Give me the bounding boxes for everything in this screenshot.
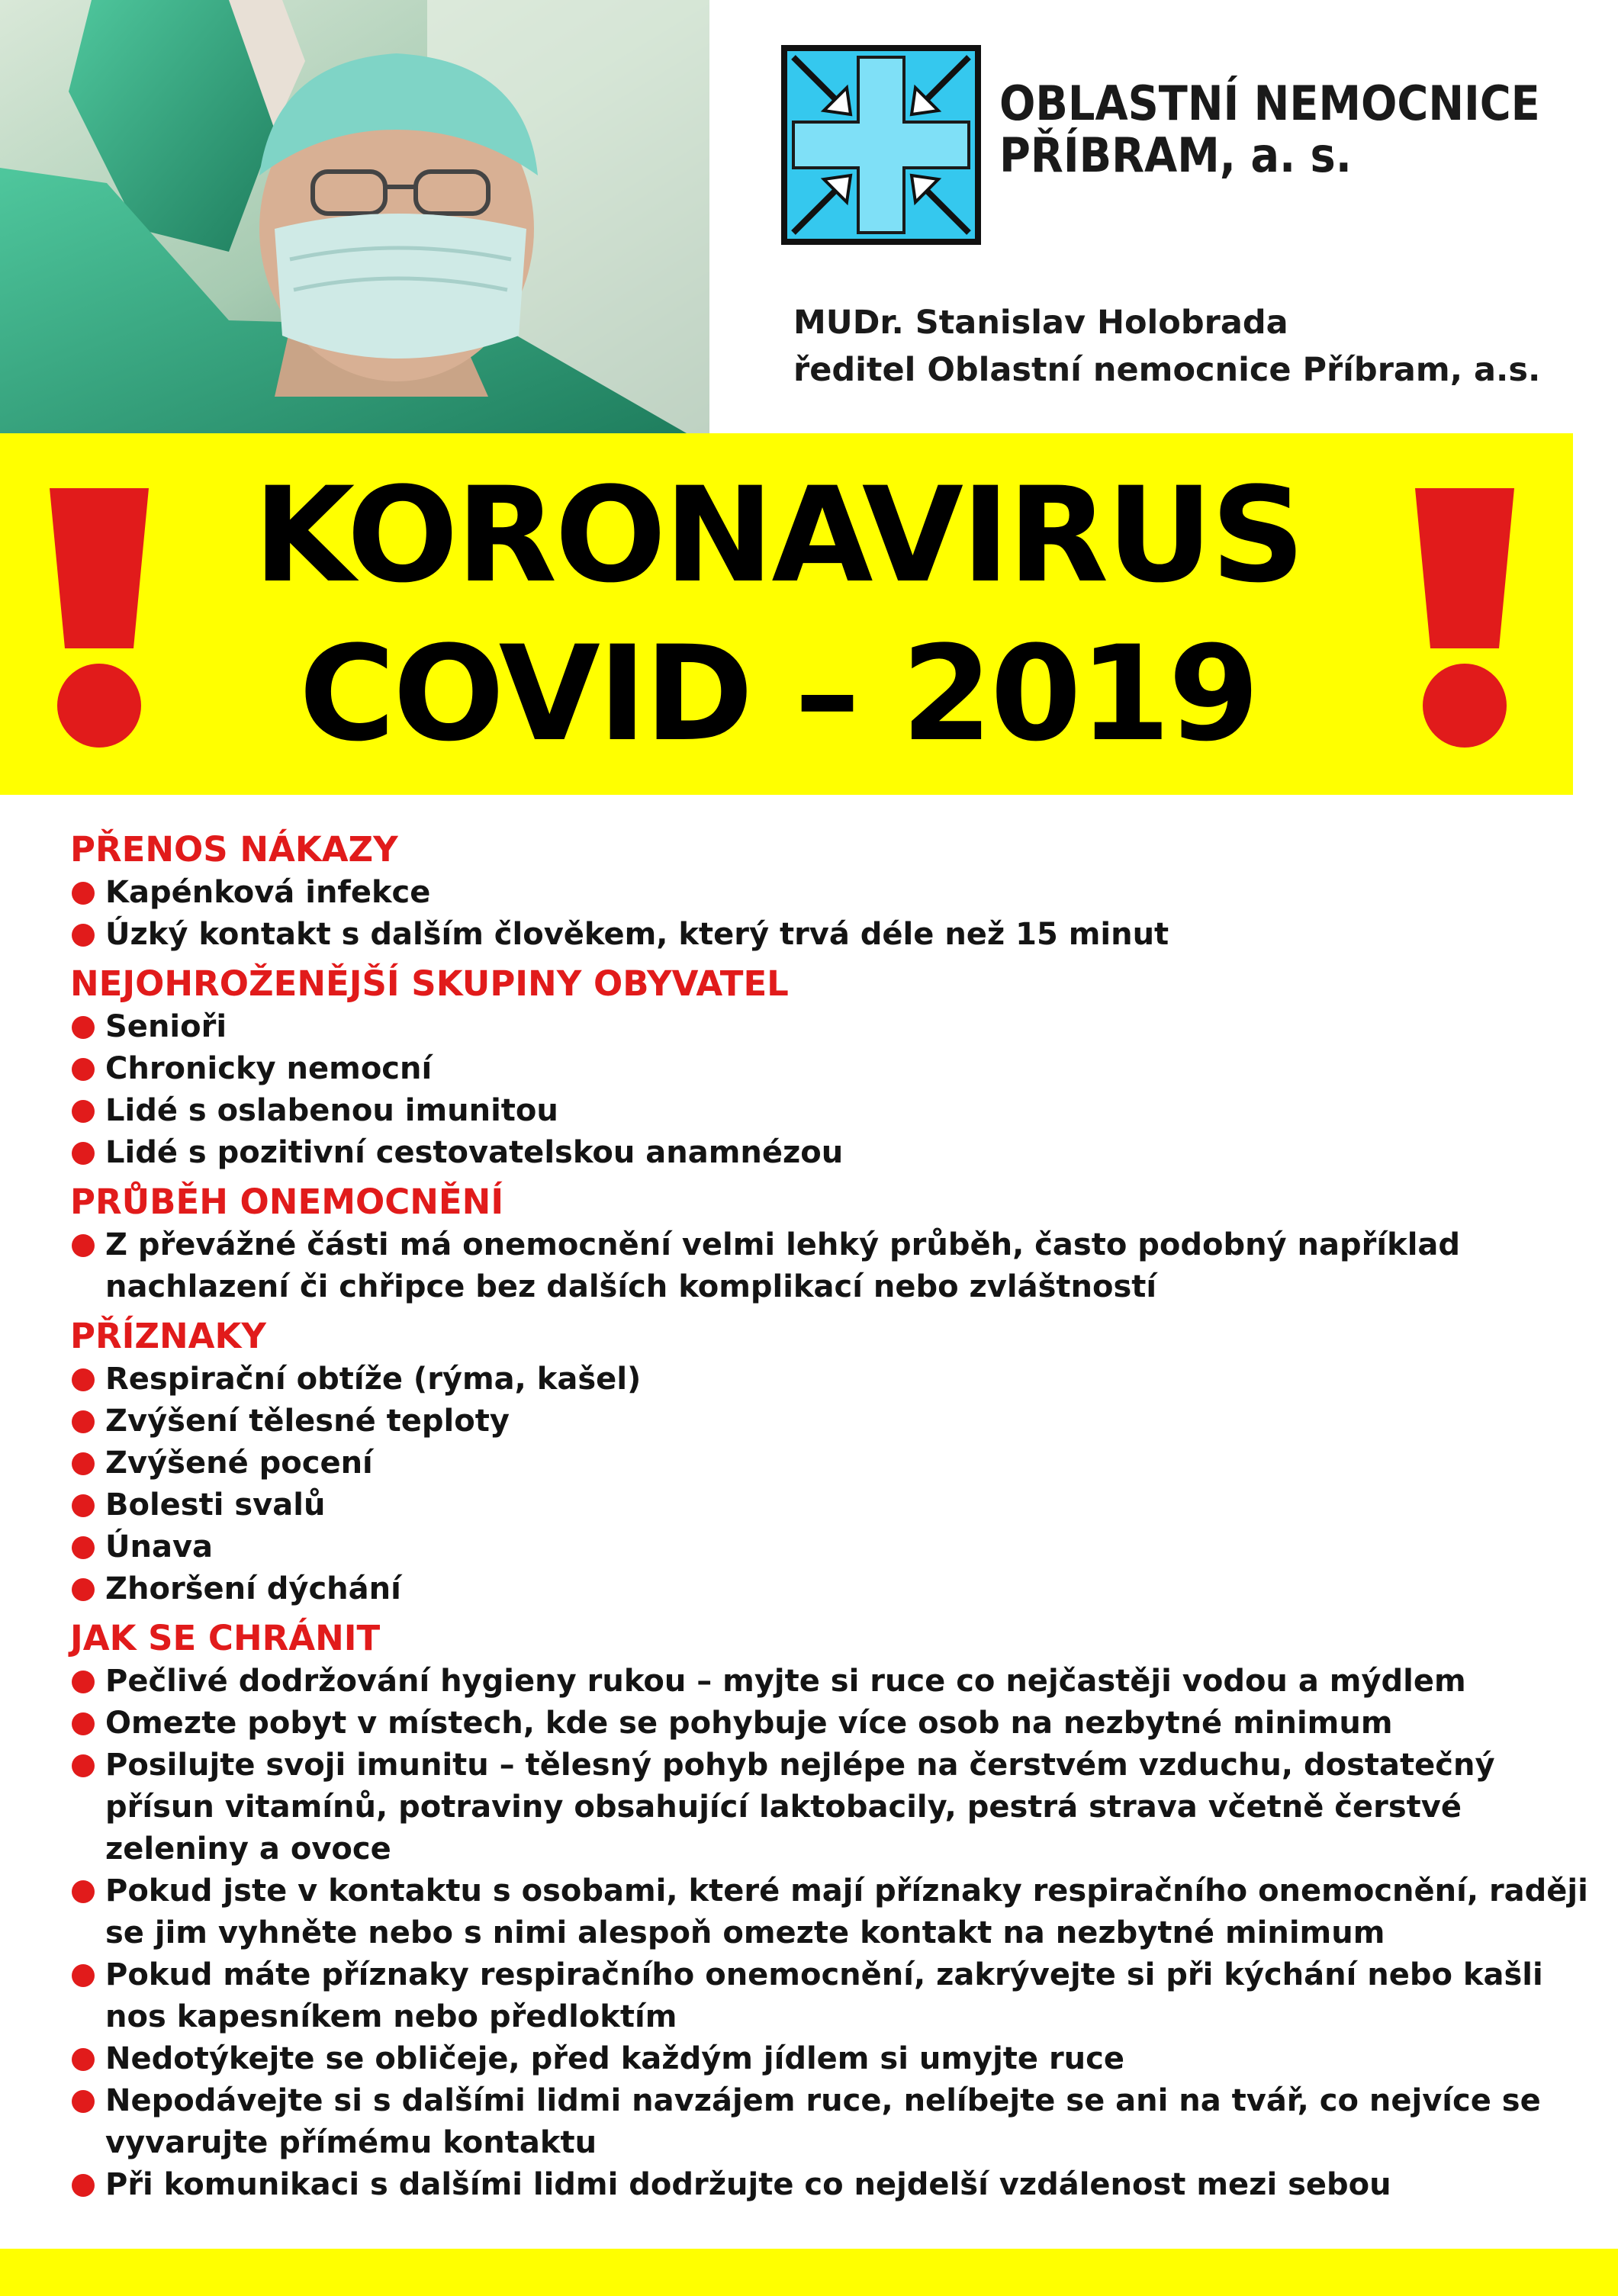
list-item-text: Lidé s oslabenou imunitou [105,1093,558,1128]
bullet-dot-icon [72,1578,95,1601]
list-item [70,2080,1588,2164]
list-item [70,1006,1588,1048]
bullet-dot-icon [72,1964,95,1987]
list-item [70,1048,1588,1090]
bullet-dot-icon [72,1016,95,1039]
hospital-name-line2: PŘÍBRAM, a. s. [999,127,1352,183]
list-item-text: Nepodávejte si s dalšími lidmi navzájem ruce, nelíbejte se ani na tvář, co nejvíce se vyvarujte přímému kontaktu [105,2083,1541,2160]
section-title: PRŮBĚH ONEMOCNĚNÍ [70,1182,504,1222]
surgeon-photo-illustration [0,0,709,433]
list-item [70,872,1588,914]
list-item-text: Bolesti svalů [105,1487,326,1523]
list-item-text: Zvýšené pocení [105,1445,373,1481]
bullet-dot-icon [72,2174,95,2197]
list-item [70,1442,1588,1484]
exclamation-icon [46,488,153,748]
hospital-name [999,78,1594,182]
bottom-yellow-bar [0,2249,1618,2296]
bullet-list [70,1006,1588,1174]
list-item-text: Pokud máte příznaky respiračního onemocnění, zakrývejte si při kýchání nebo kašli nos kapesníkem nebo předloktím [105,1957,1543,2034]
list-item-text: Senioři [105,1009,227,1044]
bullet-dot-icon [72,1452,95,1475]
list-item [70,1359,1588,1400]
list-item [70,1745,1588,1870]
bullet-list [70,1359,1588,1610]
list-item-text: Posilujte svoji imunitu – tělesný pohyb nejlépe na čerstvém vzduchu, dostatečný přísun vitamínů, potraviny obsahující laktobacily, pestrá strava včetně čerstvé zeleniny a ovoce [105,1748,1495,1867]
bullet-dot-icon [72,1671,95,1693]
bullet-dot-icon [72,1536,95,1559]
bullet-dot-icon [72,1712,95,1735]
bullet-dot-icon [72,2048,95,2071]
section-title: NEJOHROŽENĚJŠÍ SKUPINY OBYVATEL [70,963,789,1004]
list-item-text: Respirační obtíže (rýma, kašel) [105,1362,642,1397]
list-item [70,1090,1588,1132]
list-item-text: Z převážné části má onemocnění velmi lehký průběh, často podobný například nachlazení či chřipce bez dalších komplikací nebo zvláštností [105,1227,1461,1304]
director-name: MUDr. Stanislav Holobrada [793,304,1288,342]
list-item-text: Kapénková infekce [105,875,431,910]
section-risk-groups [70,962,1588,1174]
section-title: PŘENOS NÁKAZY [70,829,398,870]
director-title: ředitel Oblastní nemocnice Příbram, a.s. [793,351,1541,389]
list-item [70,1400,1588,1442]
section-title: JAK SE CHRÁNIT [70,1618,381,1658]
list-item-text: Nedotýkejte se obličeje, před každým jídlem si umyjte ruce [105,2041,1124,2076]
list-item-text: Pečlivé dodržování hygieny rukou – myjte si ruce co nejčastěji vodou a mýdlem [105,1664,1466,1699]
list-item-text: Chronicky nemocní [105,1051,433,1086]
section-protection [70,1616,1588,2206]
list-item-text: Při komunikaci s dalšími lidmi dodržujte co nejdelší vzdálenost mezi sebou [105,2167,1391,2202]
director-caption [793,299,1602,394]
list-item [70,1954,1588,2038]
list-item-text: Zvýšení tělesné teploty [105,1404,510,1439]
list-item [70,914,1588,956]
bullet-list [70,1224,1588,1308]
bullet-list [70,872,1588,956]
bullet-dot-icon [72,1234,95,1257]
banner-title-line1: KORONAVIRUS [253,458,1303,612]
director-photo [0,0,709,433]
list-item [70,1870,1588,1954]
bullet-dot-icon [72,1368,95,1391]
list-item-text: Omezte pobyt v místech, kde se pohybuje více osob na nezbytné minimum [105,1706,1393,1741]
list-item-text: Pokud jste v kontaktu s osobami, které mají příznaky respiračního onemocnění, raději se jim vyhněte nebo s nimi alespoň omezte kontakt na nezbytné minimum [105,1873,1588,1950]
bullet-dot-icon [72,1880,95,1903]
info-content [70,828,1588,2212]
bullet-list [70,1661,1588,2206]
bullet-dot-icon [72,1142,95,1165]
hospital-cross-logo-icon [778,42,984,248]
bullet-dot-icon [72,1754,95,1777]
list-item [70,2038,1588,2080]
list-item [70,2164,1588,2206]
list-item-text: Úzký kontakt s dalším člověkem, který trvá déle než 15 minut [105,917,1169,952]
bullet-dot-icon [72,1410,95,1433]
bullet-dot-icon [72,2090,95,2113]
list-item [70,1526,1588,1568]
section-symptoms [70,1314,1588,1610]
bullet-dot-icon [72,882,95,905]
list-item-text: Zhoršení dýchání [105,1571,401,1606]
exclamation-icon [1411,488,1518,748]
hospital-name-line1: OBLASTNÍ NEMOCNICE [999,76,1540,131]
banner-title-line2: COVID – 2019 [298,617,1258,770]
section-transmission [70,828,1588,956]
list-item [70,1224,1588,1308]
list-item [70,1484,1588,1526]
list-item-text: Lidé s pozitivní cestovatelskou anamnézou [105,1135,844,1170]
list-item [70,1661,1588,1703]
section-course [70,1180,1588,1308]
bullet-dot-icon [72,1100,95,1123]
list-item [70,1568,1588,1610]
bullet-dot-icon [72,1494,95,1517]
section-title: PŘÍZNAKY [70,1316,266,1356]
bullet-dot-icon [72,1058,95,1081]
list-item-text: Únava [105,1529,214,1564]
list-item [70,1132,1588,1174]
list-item [70,1703,1588,1745]
bullet-dot-icon [72,924,95,947]
